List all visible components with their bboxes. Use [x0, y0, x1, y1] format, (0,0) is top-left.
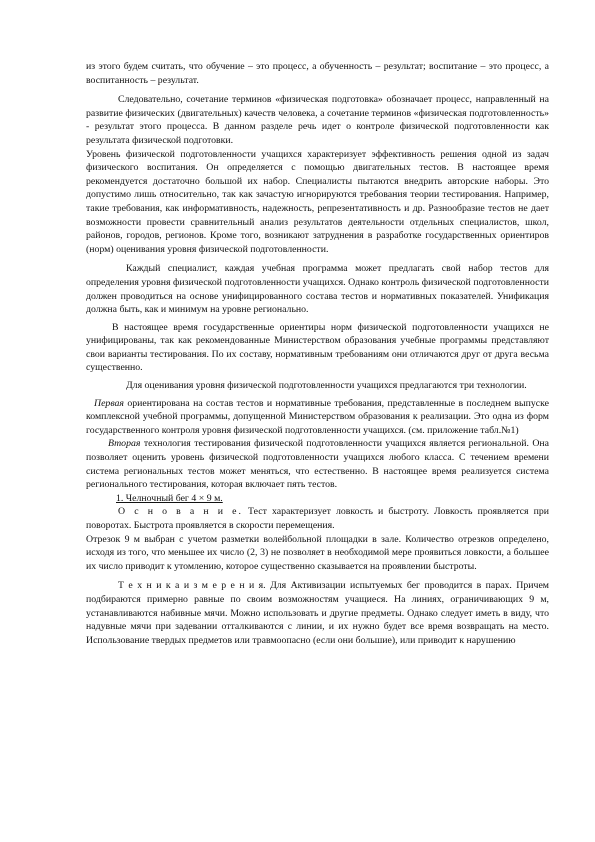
paragraph-11-lead: Т е х н и к а и з м е р е н и я. — [118, 580, 266, 592]
paragraph-11 — [86, 579, 549, 647]
paragraph-7 — [86, 397, 549, 438]
section-heading: 1. Челночный бег 4 × 9 м. — [116, 492, 223, 504]
paragraph-8-lead: Вторая — [108, 438, 141, 450]
paragraph-7-text: ориентирована на состав тестов и нормативные требования, представленные в последнем выпуске комплексной учебной программы, допущенной Министерством образования к реализации. Это одна из форм государственного контроля уровня физической подготовленности учащихся. (см. приложение табл.№1) — [86, 397, 549, 436]
paragraph-11-text: Для Активизации испытуемых бег проводится в парах. Причем подбираются примерно равные по своим возможностям учащиеся. На линиях, ограничивающих 9 м, устанавливаются набивные мячи. Можно использовать и другие предметы. Однако следует иметь в виду, что надувные мячи при задевании отталкиваются с линии, и их нужно будет все время возвращать на место. Использование твердых предметов или травмоопасно (если они большие), или приводит к нарушению — [86, 580, 549, 646]
paragraph-8-text: технология тестирования физической подготовленности учащихся является региональной. Она позволяет оценить уровень физической подготовленности учащихся любого класса. С течением времени система региональных тестов может меняться, что естественно. В настоящее время реализуется система регионального тестирования, которая включает пять тестов. — [86, 438, 549, 491]
paragraph-9-text: Тест характеризует ловкость и быстроту. Ловкость проявляется при поворотах. Быстрота проявляется в скорости перемещения. — [86, 506, 549, 531]
paragraph-9 — [86, 505, 549, 532]
paragraph-10: Отрезок 9 м выбран с учетом разметки волейбольной площадки в зале. Количество отрезков определено, исходя из того, что меньшее их число (2, 3) не позволяет в необходимой мере проявиться ловкости, а большее их число приводит к утомлению, которое существенно сказывается на проявлении быстроты. — [86, 533, 549, 572]
paragraph-8 — [86, 437, 549, 491]
paragraph-3: Уровень физической подготовленности учащихся характеризует эффективность решения одной из задач физического воспитания. Он определяется с помощью двигательных тестов. В настоящее время рекомендуется достаточно большой их набор. Специалисты пытаются внедрить авторские наборы. Это допустимо лишь относительно, так как зачастую игнорируются требования теории тестирования. Например, такие требования, как информативность, надежность, репрезентативность и др. Разнообразие тестов не дает возможности провести сравнительный анализ результатов деятельности отдельных специалистов, школ, районов, городов, регионов. Кроме того, возникают затруднения в разработке государственных ориентиров (норм) оценивания уровня физической подготовленности. — [86, 148, 549, 255]
paragraph-5: В настоящее время государственные ориентиры норм физической подготовленности учащихся не унифицированы, так как рекомендованные Министерством образования учебные программы представляют свои варианты тестирования. По их составу, нормативным требованиям они отличаются друг от друга весьма существенно. — [86, 321, 549, 374]
paragraph-9-lead: О с н о в а н и е. — [118, 506, 243, 518]
paragraph-2: Следовательно, сочетание терминов «физическая подготовка» обозначает процесс, направленный на развитие физических (двигательных) качеств человека, а сочетание терминов «физическая подготовленность» - результат этого процесса. В данном разделе речь идет о контроле физической подготовленности как результата физической подготовки. — [86, 94, 549, 146]
paragraph-7-lead: Первая — [94, 397, 124, 409]
paragraph-4: Каждый специалист, каждая учебная программа может предлагать свой набор тестов для определения уровня физической подготовленности учащихся. Однако контроль физической подготовленности должен проводиться на основе унифицированного состава тестов и нормативных показателей. Унификация должна быть, как и минимум на уровне регионально. — [86, 263, 549, 316]
paragraph-6: Для оценивания уровня физической подготовленности учащихся предлагаются три технологии. — [126, 380, 527, 392]
paragraph-1: из этого будем считать, что обучение – это процесс, а обученность – результат; воспитание – это процесс, а воспитанность – результат. — [86, 61, 549, 86]
